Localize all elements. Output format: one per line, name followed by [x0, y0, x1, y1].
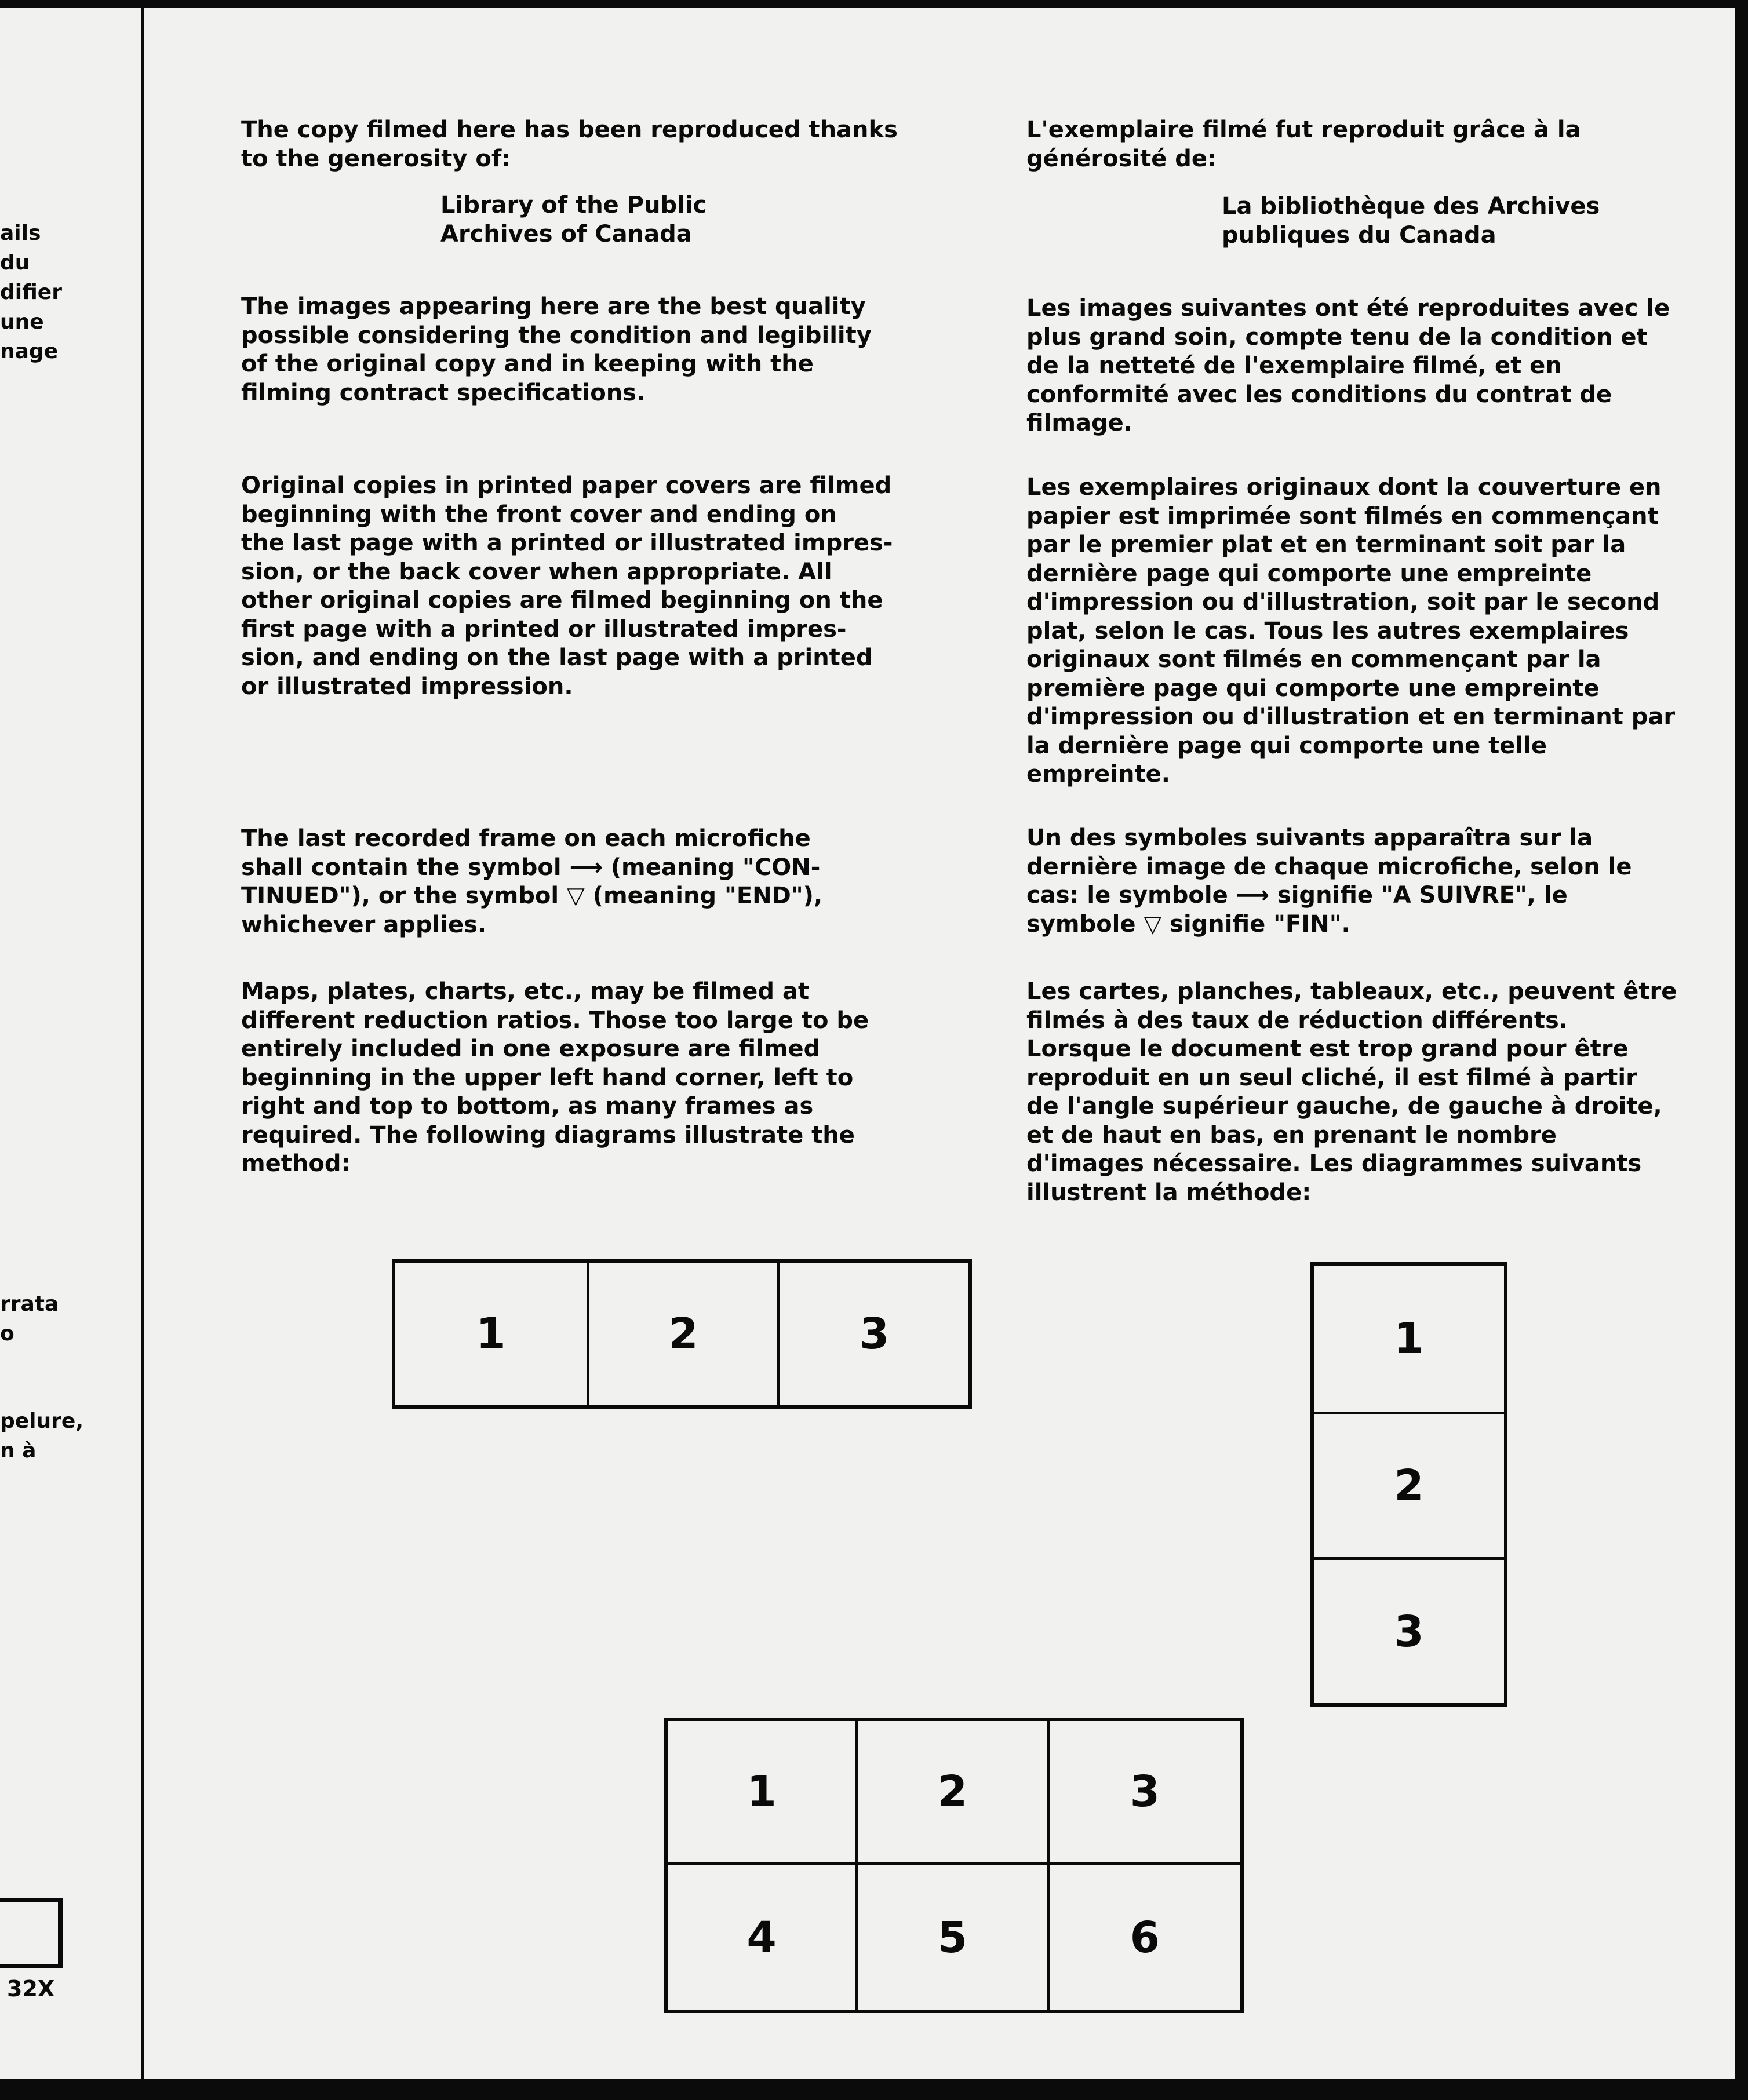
page-divider: [141, 8, 144, 2079]
english-acknowledgement: The copy filmed here has been reproduced thanks to the generosity of:: [241, 116, 898, 172]
frame-cell: 4: [668, 1865, 858, 2010]
strip-text: rrata: [0, 1292, 59, 1316]
frame-cell: 3: [777, 1263, 968, 1405]
english-institution: Library of the Public Archives of Canada: [440, 192, 707, 247]
registration-box: [0, 1898, 63, 1968]
frame-cell: 5: [858, 1865, 1049, 2010]
french-institution: La bibliothèque des Archives publiques du Canada: [1222, 193, 1600, 249]
frame-cell: 2: [858, 1721, 1049, 1865]
french-quality-paragraph: Les images suivantes ont été reproduites avec le plus grand soin, compte tenu de la condition et de la netteté de l'exemplaire filmé, et en conformité avec les conditions du contrat de filmage.: [1026, 295, 1670, 436]
english-originals-paragraph: Original copies in printed paper covers are filmed beginning with the front cover and ending on the last page with a printed or illustrated impres- sion, or the back cover when appropriate. All other original copies are filmed beginning on the first page with a printed or illustrated impres- sion, and ending on the last page with a printed or illustrated impression.: [241, 472, 893, 700]
film-frame-right: [1735, 0, 1748, 2100]
frame-cell: 6: [1130, 1912, 1160, 1963]
frame-cell: 2: [1314, 1412, 1504, 1558]
frame-cell: 2: [587, 1263, 778, 1405]
strip-text: une: [0, 310, 44, 334]
frame-cell: 3: [1050, 1721, 1240, 1865]
frame-cell: 1: [476, 1309, 506, 1359]
strip-text: du: [0, 251, 30, 275]
english-symbols-paragraph: The last recorded frame on each microfiche shall contain the symbol ⟶ (meaning "CON- TINUED"), or the symbol ▽ (meaning "END"), whichever applies.: [241, 825, 823, 938]
english-column: [241, 116, 902, 1177]
french-maps-paragraph: Les cartes, planches, tableaux, etc., peuvent être filmés à des taux de réduction différents. Lorsque le document est trop grand pour être reproduit en un seul cliché, il est filmé à partir de l'angle supérieur gauche, de gauche à droite, et de haut en bas, en prenant le nombre d'images nécessaire. Les diagrammes suivants illustrent la méthode:: [1026, 978, 1677, 1206]
strip-text: ails: [0, 221, 41, 245]
french-acknowledgement: L'exemplaire filmé fut reproduit grâce à la générosité de:: [1026, 116, 1581, 172]
diagram-row-three: [392, 1259, 972, 1409]
strip-text: nage: [0, 340, 59, 363]
diagram-grid-six: [664, 1718, 1244, 2013]
film-frame-bottom: [0, 2079, 1748, 2100]
strip-text: n à: [0, 1439, 37, 1463]
french-column: [1026, 116, 1722, 1206]
diagram-column-three: [1310, 1262, 1507, 1707]
english-maps-paragraph: Maps, plates, charts, etc., may be filmed at different reduction ratios. Those too large to be entirely included in one exposure are filmed beginning in the upper left hand corner, left to right and top to bottom, as many frames as required. The following diagrams illustrate the method:: [241, 978, 869, 1177]
frame-cell: 3: [1314, 1557, 1504, 1703]
strip-text: o: [0, 1322, 14, 1346]
english-quality-paragraph: The images appearing here are the best quality possible considering the condition and legibility of the original copy and in keeping with the filming contract specifications.: [241, 293, 872, 406]
frame-cell: 1: [1394, 1313, 1424, 1363]
french-originals-paragraph: Les exemplaires originaux dont la couverture en papier est imprimée sont filmés en commençant par le premier plat et en terminant soit par la dernière page qui comporte une empreinte d'impression ou d'illustration, soit par le second plat, selon le cas. Tous les autres exemplaires originaux sont filmés en commençant par la première page qui comporte une empreinte d'impression ou d'illustration et en terminant par la dernière page qui comporte une telle empreinte.: [1026, 474, 1676, 788]
strip-text: pelure,: [0, 1409, 83, 1433]
reduction-ratio-label: 32X: [7, 1976, 55, 2001]
film-frame-top: [0, 0, 1748, 8]
french-symbols-paragraph: Un des symboles suivants apparaîtra sur la dernière image de chaque microfiche, selon le cas: le symbole ⟶ signifie "A SUIVRE", le symbole ▽ signifie "FIN".: [1026, 825, 1632, 938]
strip-text: difier: [0, 280, 62, 304]
frame-cell: 1: [668, 1721, 858, 1865]
